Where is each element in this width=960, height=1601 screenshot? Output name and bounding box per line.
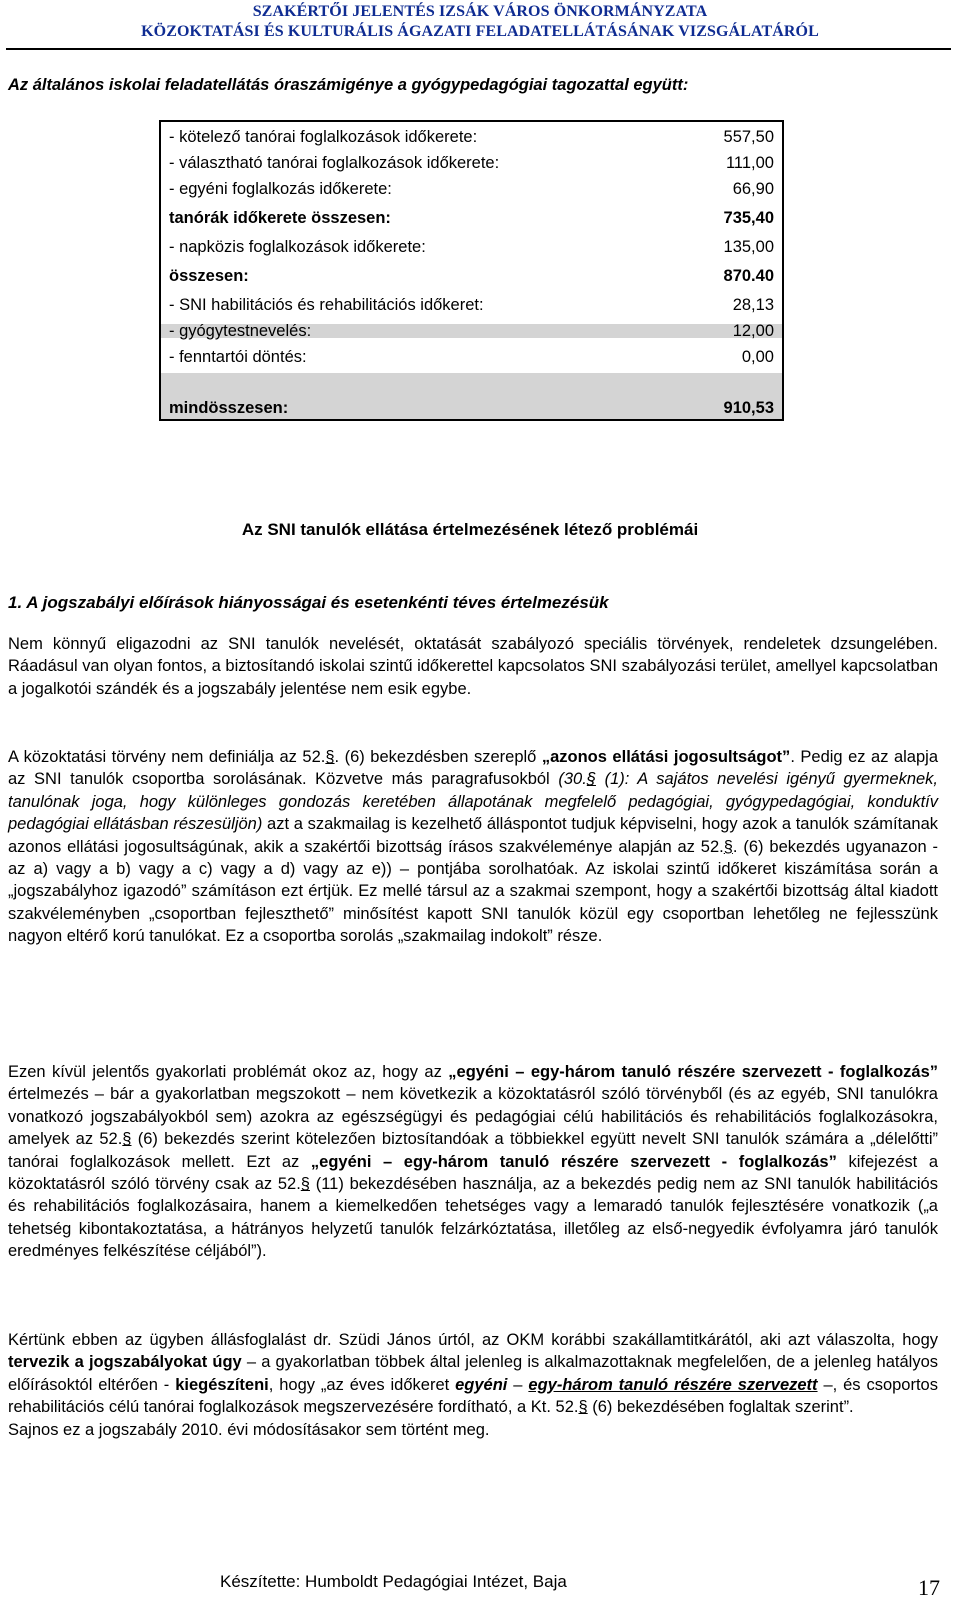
- text-span: . Pedig ez az alapja az SNI tanulók csoportba sorolásának. Közvetve más paragrafusokból: [8, 748, 939, 789]
- paragraph-2: [8, 746, 938, 948]
- section-sign: §: [122, 1130, 132, 1149]
- italic-span: (30.: [558, 770, 587, 789]
- table-row: [169, 150, 774, 176]
- text-span: , hogy „az éves időkeret: [268, 1375, 456, 1394]
- section-sign: §: [723, 837, 733, 856]
- row-label: - fenntartói döntés:: [169, 348, 307, 366]
- table-row-grand-total: [169, 395, 774, 421]
- document-header: [0, 2, 960, 42]
- text-span: (6) bekezdésében foglaltak szerint”.: [587, 1398, 854, 1417]
- bold-italic-span: egyéni: [455, 1375, 508, 1394]
- row-value: 557,50: [723, 128, 774, 146]
- text-span: –: [507, 1375, 529, 1394]
- bold-span: „azonos ellátási jogosultságot”: [541, 748, 791, 766]
- row-value: 12,00: [732, 322, 774, 340]
- table-row: [169, 176, 774, 202]
- row-value: 66,90: [732, 180, 774, 198]
- paragraph-1: [8, 633, 938, 700]
- header-line-2: KÖZOKTATÁSI ÉS KULTURÁLIS ÁGAZATI FELADATELLÁTÁSÁNAK VIZSGÁLATÁRÓL: [141, 23, 819, 40]
- row-label: - választható tanórai foglalkozások időkerete:: [169, 154, 500, 172]
- bold-span: kiegészíteni: [175, 1375, 269, 1394]
- bold-span: „egyéni – egy-három tanuló részére szervezett - foglalkozás”: [310, 1152, 837, 1171]
- paragraph-4: [8, 1329, 938, 1441]
- table-row: [169, 263, 774, 289]
- section-sign: §: [300, 1175, 310, 1194]
- text-span: azt a szakmailag is kezelhető álláspontot tudjuk képviselni, hogy azok a tanulók számítanak azonos ellátási jogosultságúnak, akik a szakértői bizottság írásos szakvéleménye alapján az 52.: [8, 815, 938, 856]
- text-span: A közoktatási törvény nem definiálja az 52.: [8, 748, 326, 766]
- row-label: - egyéni foglalkozás időkerete:: [169, 180, 392, 198]
- row-label: - SNI habilitációs és rehabilitációs időkeret:: [169, 296, 484, 314]
- text-span: (11) bekezdésében használja, az a bekezdés pedig nem az SNI tanulók habilitációs és rehabilitációs foglalkozásaira, hanem a kiemelkedően tehetséges vagy a lemaradó tanulók fejlesztésére vonatkozik („a tehetség kibontakoztatása, a hátrányos helyzetű tanulók felzárkóztatása, illetőleg az első-negyedik évfolyamra járó tanulók eredményes felkészítése céljából”).: [8, 1175, 938, 1261]
- paragraph-text: Nem könnyű eligazodni az SNI tanulók nevelését, oktatását szabályozó speciális törvények, rendeletek dzsungelében. Ráadásul van olyan fontos, a biztosítandó iskolai szintű időkerettel kapcsolatos SNI szabályozási terület, amellyel kapcsolatban a jogalkotói szándék és a jogszabály jelentése nem esik egybe.: [8, 635, 939, 698]
- footer-author: Készítette: Humboldt Pedagógiai Intézet, Baja: [220, 1572, 567, 1591]
- table-row: [169, 124, 774, 150]
- row-value: 735,40: [723, 209, 774, 227]
- bold-span: „egyéni – egy-három tanuló részére szervezett - foglalkozás”: [448, 1063, 938, 1081]
- page-number: 17: [918, 1575, 940, 1600]
- subsection-title: 1. A jogszabályi előírások hiányosságai és esetenkénti téves értelmezésük: [8, 593, 609, 612]
- row-value: 0,00: [741, 348, 774, 366]
- row-value: 910,53: [723, 399, 774, 417]
- table-row: [169, 318, 774, 344]
- table-row: [169, 205, 774, 231]
- row-label: - napközis foglalkozások időkerete:: [169, 238, 426, 256]
- hours-table: [159, 120, 784, 421]
- table-row: [169, 234, 774, 260]
- row-value: 870.40: [723, 267, 774, 285]
- section-title: Az általános iskolai feladatellátás óraszámigénye a gyógypedagógiai tagozattal együtt:: [8, 76, 689, 94]
- bold-span: tervezik a jogszabályokat úgy: [8, 1353, 242, 1372]
- row-label: mindösszesen:: [169, 399, 289, 417]
- header-line-1: SZAKÉRTŐI JELENTÉS IZSÁK VÁROS ÖNKORMÁNYZATA: [252, 3, 708, 20]
- text-span: . (6) bekezdés ugyanazon - az a) vagy a b) vagy a c) vagy a d) vagy az e)) – pontjába sorolhatóak. Az iskolai szintű időkeret kiszámítása során a „jogszabályhoz igazodó” számításon ezt értjük. Ez mellé társul az a szakmai szempont, hogy a szakértői bizottság által kiadott szakvéleményben „csoportban fejleszthető” minősítést kapott SNI tanulók közül egy csoportban lehetőleg ne fejlesszünk nagyon eltérő korú tanulókat. Ez a csoportba sorolás „szakmailag indokolt” része.: [8, 837, 938, 946]
- text-span: . (6) bekezdésben szereplő: [334, 748, 542, 766]
- row-value: 111,00: [725, 154, 774, 172]
- row-value: 28,13: [732, 296, 774, 314]
- paragraph-text: Sajnos ez a jogszabály 2010. évi módosításakor sem történt meg.: [8, 1420, 490, 1439]
- row-label: - kötelező tanórai foglalkozások időkerete:: [169, 128, 478, 146]
- subtitle: Az SNI tanulók ellátása értelmezésének létező problémái: [241, 520, 699, 539]
- row-label: tanórák időkerete összesen:: [169, 209, 391, 227]
- text-span: – a gyakorlatban többek által jelenleg is alkalmazottaknak megfelelően, de a jelenleg hatályos előírásoktól eltérően -: [8, 1353, 938, 1394]
- bold-italic-span: egy-három tanuló részére szervezett: [528, 1375, 818, 1394]
- row-label: összesen:: [169, 267, 249, 285]
- text-span: (6) bekezdés szerint kötelezően biztosítandóak a többiekkel együtt nevelt SNI tanulók számára a „délelőtti” tanórai foglalkozások mellett. Ezt az: [8, 1130, 938, 1171]
- section-sign: §: [578, 1398, 588, 1417]
- row-label: - gyógytestnevelés:: [169, 322, 312, 340]
- text-span: kifejezést a közoktatásról szóló törvény csak az 52.: [8, 1152, 939, 1194]
- header-rule: [6, 48, 951, 50]
- table-row: [169, 292, 774, 318]
- section-sign: §: [586, 770, 596, 789]
- italic-span: (1): A sajátos nevelési igényű gyermeknek, tanulónak joga, hogy különleges gondozás keretében állapotának megfelelő pedagógiai, gyógypedagógiai, konduktív pedagógiai ellátásban részesüljön): [8, 770, 939, 834]
- text-span: értelmezés – bár a gyakorlatban megszokott – nem következik a közoktatásról szóló törvényből (és az egyéb, SNI tanulókra vonatkozó jogszabályokból sem) azokra az egészségügyi és pedagógiai célú habilitációs és rehabilitációs foglalkozásokra, amelyek az 52.: [8, 1085, 938, 1149]
- text-span: Kértünk ebben az ügyben állásfoglalást dr. Szüdi János úrtól, az OKM korábbi szakállamtitkárától, aki azt válaszolta, hogy: [8, 1331, 938, 1349]
- text-span: –, és csoportos rehabilitációs célú tanórai foglalkozások megszervezésére fordítható, a Kt. 52.: [8, 1375, 938, 1417]
- text-span: Ezen kívül jelentős gyakorlati problémát okoz az, hogy az: [8, 1063, 449, 1081]
- section-sign: §: [325, 748, 335, 766]
- paragraph-3: [8, 1061, 938, 1263]
- table-row: [169, 344, 774, 370]
- row-value: 135,00: [723, 238, 774, 256]
